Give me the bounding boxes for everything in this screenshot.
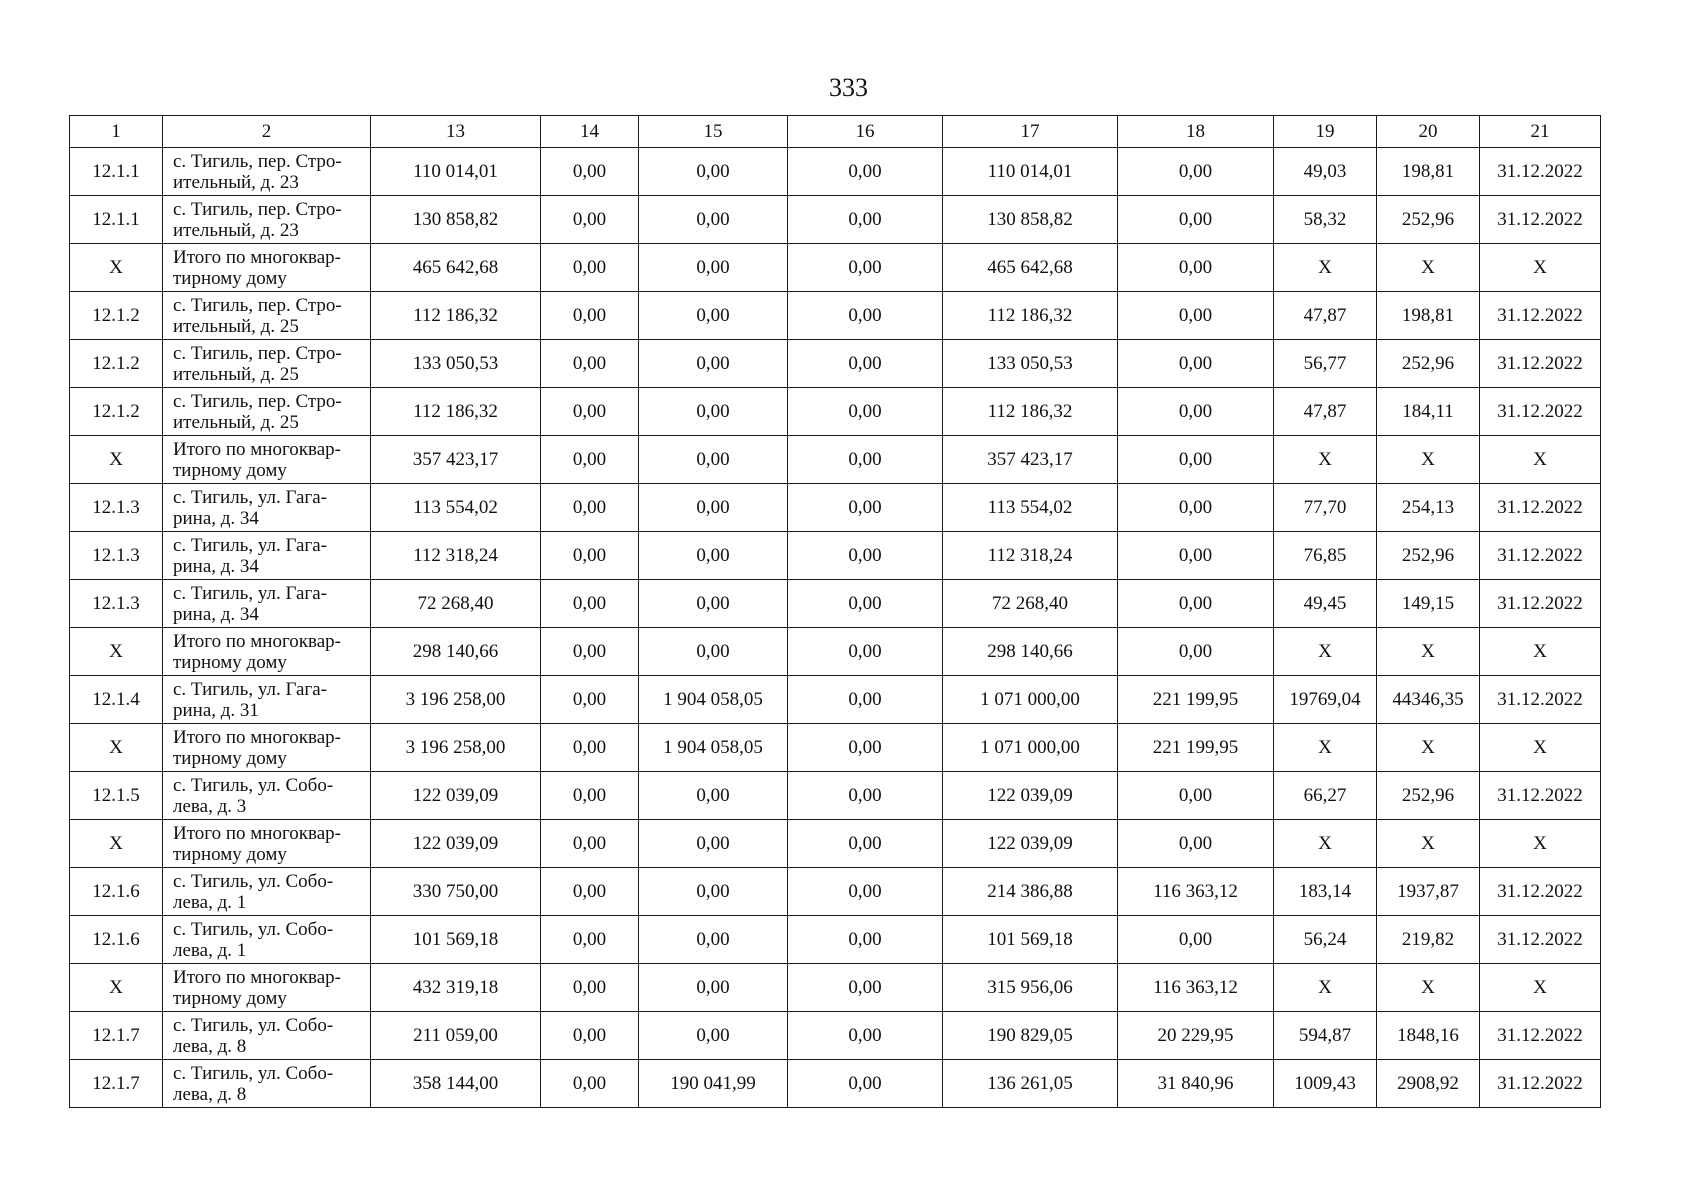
- col-13-cell: 133 050,53: [371, 340, 541, 388]
- col-16-cell: 0,00: [788, 916, 943, 964]
- address-line-1: с. Тигиль, пер. Стро-: [173, 150, 342, 172]
- column-header: 1: [70, 116, 163, 148]
- address-line-1: с. Тигиль, ул. Гага-: [173, 534, 327, 556]
- col-20-cell: 219,82: [1377, 916, 1480, 964]
- row-number-cell: 12.1.3: [70, 532, 163, 580]
- table-row: [70, 436, 1601, 484]
- col-13-cell: 211 059,00: [371, 1012, 541, 1060]
- col-21-cell: 31.12.2022: [1480, 580, 1601, 628]
- col-13-cell: 122 039,09: [371, 772, 541, 820]
- col-13-cell: 298 140,66: [371, 628, 541, 676]
- col-21-cell: 31.12.2022: [1480, 676, 1601, 724]
- col-19-cell: 594,87: [1274, 1012, 1377, 1060]
- col-21-cell: 31.12.2022: [1480, 1060, 1601, 1108]
- col-18-cell: 31 840,96: [1118, 1060, 1274, 1108]
- table-row: [70, 772, 1601, 820]
- col-17-cell: 1 071 000,00: [943, 724, 1118, 772]
- col-15-cell: 0,00: [639, 868, 788, 916]
- table-row: [70, 676, 1601, 724]
- address-line-1: с. Тигиль, ул. Собо-: [173, 774, 334, 796]
- col-20-cell: Х: [1377, 820, 1480, 868]
- col-17-cell: 190 829,05: [943, 1012, 1118, 1060]
- col-13-cell: 101 569,18: [371, 916, 541, 964]
- col-20-cell: 198,81: [1377, 292, 1480, 340]
- col-19-cell: Х: [1274, 964, 1377, 1012]
- col-20-cell: 252,96: [1377, 340, 1480, 388]
- table-row: [70, 484, 1601, 532]
- col-14-cell: 0,00: [541, 676, 639, 724]
- col-20-cell: Х: [1377, 244, 1480, 292]
- col-21-cell: 31.12.2022: [1480, 292, 1601, 340]
- col-19-cell: 66,27: [1274, 772, 1377, 820]
- col-21-cell: Х: [1480, 724, 1601, 772]
- address-line-2: тирному дому: [173, 651, 287, 673]
- row-number-cell: 12.1.4: [70, 676, 163, 724]
- col-13-cell: 112 186,32: [371, 388, 541, 436]
- col-18-cell: 0,00: [1118, 484, 1274, 532]
- col-20-cell: Х: [1377, 628, 1480, 676]
- row-number-cell: Х: [70, 964, 163, 1012]
- col-14-cell: 0,00: [541, 628, 639, 676]
- col-19-cell: 19769,04: [1274, 676, 1377, 724]
- address-cell: [163, 628, 371, 676]
- col-16-cell: 0,00: [788, 292, 943, 340]
- column-header: 21: [1480, 116, 1601, 148]
- row-number-cell: 12.1.2: [70, 292, 163, 340]
- row-number-cell: 12.1.6: [70, 916, 163, 964]
- column-header: 19: [1274, 116, 1377, 148]
- row-number-cell: 12.1.2: [70, 388, 163, 436]
- col-13-cell: 358 144,00: [371, 1060, 541, 1108]
- col-18-cell: 0,00: [1118, 436, 1274, 484]
- col-15-cell: 190 041,99: [639, 1060, 788, 1108]
- table-row: [70, 340, 1601, 388]
- col-15-cell: 0,00: [639, 340, 788, 388]
- col-16-cell: 0,00: [788, 388, 943, 436]
- column-header: 15: [639, 116, 788, 148]
- address-line-1: с. Тигиль, ул. Гага-: [173, 678, 327, 700]
- col-16-cell: 0,00: [788, 772, 943, 820]
- col-21-cell: 31.12.2022: [1480, 484, 1601, 532]
- table-row: [70, 724, 1601, 772]
- col-17-cell: 112 318,24: [943, 532, 1118, 580]
- address-line-2: ительный, д. 23: [173, 171, 299, 193]
- table-row: [70, 292, 1601, 340]
- col-16-cell: 0,00: [788, 820, 943, 868]
- col-14-cell: 0,00: [541, 868, 639, 916]
- col-15-cell: 0,00: [639, 436, 788, 484]
- row-number-cell: Х: [70, 724, 163, 772]
- row-number-cell: Х: [70, 820, 163, 868]
- col-21-cell: 31.12.2022: [1480, 340, 1601, 388]
- col-19-cell: Х: [1274, 628, 1377, 676]
- column-header: 14: [541, 116, 639, 148]
- col-20-cell: 1937,87: [1377, 868, 1480, 916]
- col-21-cell: Х: [1480, 628, 1601, 676]
- col-17-cell: 101 569,18: [943, 916, 1118, 964]
- col-15-cell: 0,00: [639, 532, 788, 580]
- table-header-row: [70, 116, 1601, 148]
- col-21-cell: 31.12.2022: [1480, 388, 1601, 436]
- address-line-1: с. Тигиль, ул. Собо-: [173, 1014, 334, 1036]
- col-18-cell: 116 363,12: [1118, 964, 1274, 1012]
- address-line-1: Итого по многоквар-: [173, 966, 341, 988]
- col-18-cell: 0,00: [1118, 388, 1274, 436]
- address-line-1: с. Тигиль, ул. Собо-: [173, 1062, 334, 1084]
- col-17-cell: 112 186,32: [943, 388, 1118, 436]
- address-line-1: с. Тигиль, ул. Гага-: [173, 486, 327, 508]
- col-18-cell: 221 199,95: [1118, 724, 1274, 772]
- col-17-cell: 122 039,09: [943, 820, 1118, 868]
- col-19-cell: 56,24: [1274, 916, 1377, 964]
- address-line-2: тирному дому: [173, 987, 287, 1009]
- address-cell: [163, 868, 371, 916]
- address-line-1: с. Тигиль, пер. Стро-: [173, 342, 342, 364]
- col-21-cell: 31.12.2022: [1480, 196, 1601, 244]
- column-header: 2: [163, 116, 371, 148]
- col-16-cell: 0,00: [788, 340, 943, 388]
- col-17-cell: 136 261,05: [943, 1060, 1118, 1108]
- row-number-cell: 12.1.3: [70, 484, 163, 532]
- col-19-cell: 49,03: [1274, 148, 1377, 196]
- row-number-cell: 12.1.1: [70, 196, 163, 244]
- col-19-cell: 1009,43: [1274, 1060, 1377, 1108]
- col-19-cell: 58,32: [1274, 196, 1377, 244]
- row-number-cell: Х: [70, 244, 163, 292]
- col-21-cell: Х: [1480, 244, 1601, 292]
- col-21-cell: 31.12.2022: [1480, 916, 1601, 964]
- table-row: [70, 868, 1601, 916]
- address-line-1: Итого по многоквар-: [173, 822, 341, 844]
- col-20-cell: 184,11: [1377, 388, 1480, 436]
- address-cell: [163, 1060, 371, 1108]
- col-14-cell: 0,00: [541, 772, 639, 820]
- col-17-cell: 465 642,68: [943, 244, 1118, 292]
- column-header: 13: [371, 116, 541, 148]
- col-21-cell: 31.12.2022: [1480, 1012, 1601, 1060]
- col-14-cell: 0,00: [541, 388, 639, 436]
- address-line-1: Итого по многоквар-: [173, 246, 341, 268]
- col-14-cell: 0,00: [541, 964, 639, 1012]
- col-18-cell: 0,00: [1118, 148, 1274, 196]
- col-16-cell: 0,00: [788, 148, 943, 196]
- address-cell: [163, 244, 371, 292]
- col-20-cell: 44346,35: [1377, 676, 1480, 724]
- col-16-cell: 0,00: [788, 436, 943, 484]
- col-15-cell: 0,00: [639, 820, 788, 868]
- address-cell: [163, 532, 371, 580]
- address-line-2: лева, д. 1: [173, 891, 247, 913]
- col-16-cell: 0,00: [788, 1060, 943, 1108]
- col-13-cell: 110 014,01: [371, 148, 541, 196]
- address-line-1: с. Тигиль, пер. Стро-: [173, 294, 342, 316]
- col-15-cell: 1 904 058,05: [639, 724, 788, 772]
- address-line-2: лева, д. 3: [173, 795, 247, 817]
- col-17-cell: 315 956,06: [943, 964, 1118, 1012]
- address-cell: [163, 436, 371, 484]
- col-14-cell: 0,00: [541, 340, 639, 388]
- col-18-cell: 0,00: [1118, 244, 1274, 292]
- col-17-cell: 1 071 000,00: [943, 676, 1118, 724]
- table-row: [70, 820, 1601, 868]
- address-cell: [163, 148, 371, 196]
- col-20-cell: 252,96: [1377, 196, 1480, 244]
- address-cell: [163, 916, 371, 964]
- col-18-cell: 0,00: [1118, 196, 1274, 244]
- col-18-cell: 0,00: [1118, 292, 1274, 340]
- col-16-cell: 0,00: [788, 244, 943, 292]
- col-18-cell: 0,00: [1118, 772, 1274, 820]
- table-row: [70, 1060, 1601, 1108]
- address-line-2: лева, д. 8: [173, 1035, 247, 1057]
- address-line-2: тирному дому: [173, 747, 287, 769]
- row-number-cell: 12.1.2: [70, 340, 163, 388]
- col-19-cell: 47,87: [1274, 292, 1377, 340]
- col-13-cell: 432 319,18: [371, 964, 541, 1012]
- col-13-cell: 330 750,00: [371, 868, 541, 916]
- address-line-1: с. Тигиль, ул. Гага-: [173, 582, 327, 604]
- address-cell: [163, 340, 371, 388]
- col-19-cell: 77,70: [1274, 484, 1377, 532]
- row-number-cell: 12.1.5: [70, 772, 163, 820]
- col-21-cell: 31.12.2022: [1480, 532, 1601, 580]
- col-19-cell: 56,77: [1274, 340, 1377, 388]
- col-16-cell: 0,00: [788, 868, 943, 916]
- col-19-cell: 47,87: [1274, 388, 1377, 436]
- row-number-cell: 12.1.3: [70, 580, 163, 628]
- col-13-cell: 72 268,40: [371, 580, 541, 628]
- table-row: [70, 628, 1601, 676]
- col-15-cell: 0,00: [639, 292, 788, 340]
- col-21-cell: Х: [1480, 820, 1601, 868]
- address-line-2: лева, д. 8: [173, 1083, 247, 1105]
- col-14-cell: 0,00: [541, 436, 639, 484]
- col-14-cell: 0,00: [541, 484, 639, 532]
- address-cell: [163, 196, 371, 244]
- col-14-cell: 0,00: [541, 1012, 639, 1060]
- col-15-cell: 0,00: [639, 628, 788, 676]
- col-14-cell: 0,00: [541, 148, 639, 196]
- column-header: 20: [1377, 116, 1480, 148]
- col-19-cell: Х: [1274, 724, 1377, 772]
- page-number: 333: [829, 73, 868, 102]
- col-21-cell: Х: [1480, 436, 1601, 484]
- table-row: [70, 580, 1601, 628]
- col-14-cell: 0,00: [541, 244, 639, 292]
- col-16-cell: 0,00: [788, 676, 943, 724]
- col-13-cell: 357 423,17: [371, 436, 541, 484]
- col-15-cell: 0,00: [639, 1012, 788, 1060]
- col-13-cell: 3 196 258,00: [371, 724, 541, 772]
- col-13-cell: 3 196 258,00: [371, 676, 541, 724]
- data-table: [69, 115, 1601, 1108]
- col-15-cell: 0,00: [639, 580, 788, 628]
- col-18-cell: 221 199,95: [1118, 676, 1274, 724]
- col-16-cell: 0,00: [788, 724, 943, 772]
- address-line-2: рина, д. 34: [173, 507, 259, 529]
- col-18-cell: 116 363,12: [1118, 868, 1274, 916]
- col-13-cell: 112 318,24: [371, 532, 541, 580]
- col-18-cell: 0,00: [1118, 580, 1274, 628]
- col-20-cell: 149,15: [1377, 580, 1480, 628]
- col-13-cell: 113 554,02: [371, 484, 541, 532]
- address-line-1: с. Тигиль, ул. Собо-: [173, 870, 334, 892]
- col-13-cell: 122 039,09: [371, 820, 541, 868]
- address-cell: [163, 1012, 371, 1060]
- col-15-cell: 0,00: [639, 196, 788, 244]
- address-line-2: ительный, д. 25: [173, 363, 299, 385]
- col-20-cell: 2908,92: [1377, 1060, 1480, 1108]
- col-16-cell: 0,00: [788, 580, 943, 628]
- col-17-cell: 214 386,88: [943, 868, 1118, 916]
- col-14-cell: 0,00: [541, 1060, 639, 1108]
- col-14-cell: 0,00: [541, 820, 639, 868]
- address-cell: [163, 292, 371, 340]
- col-15-cell: 1 904 058,05: [639, 676, 788, 724]
- row-number-cell: Х: [70, 628, 163, 676]
- address-line-1: Итого по многоквар-: [173, 630, 341, 652]
- col-15-cell: 0,00: [639, 244, 788, 292]
- col-15-cell: 0,00: [639, 148, 788, 196]
- col-18-cell: 0,00: [1118, 820, 1274, 868]
- col-20-cell: 254,13: [1377, 484, 1480, 532]
- address-line-2: ительный, д. 25: [173, 411, 299, 433]
- address-cell: [163, 964, 371, 1012]
- address-cell: [163, 580, 371, 628]
- address-line-2: рина, д. 34: [173, 603, 259, 625]
- row-number-cell: 12.1.6: [70, 868, 163, 916]
- column-header: 17: [943, 116, 1118, 148]
- col-18-cell: 0,00: [1118, 340, 1274, 388]
- address-cell: [163, 484, 371, 532]
- col-19-cell: 183,14: [1274, 868, 1377, 916]
- col-15-cell: 0,00: [639, 772, 788, 820]
- address-line-1: с. Тигиль, ул. Собо-: [173, 918, 334, 940]
- col-16-cell: 0,00: [788, 196, 943, 244]
- col-19-cell: Х: [1274, 244, 1377, 292]
- col-21-cell: 31.12.2022: [1480, 868, 1601, 916]
- col-16-cell: 0,00: [788, 1012, 943, 1060]
- address-line-2: тирному дому: [173, 459, 287, 481]
- col-17-cell: 110 014,01: [943, 148, 1118, 196]
- table-row: [70, 244, 1601, 292]
- col-20-cell: 252,96: [1377, 532, 1480, 580]
- col-20-cell: 198,81: [1377, 148, 1480, 196]
- address-line-1: с. Тигиль, пер. Стро-: [173, 390, 342, 412]
- col-18-cell: 0,00: [1118, 628, 1274, 676]
- row-number-cell: Х: [70, 436, 163, 484]
- address-line-2: ительный, д. 23: [173, 219, 299, 241]
- col-16-cell: 0,00: [788, 532, 943, 580]
- col-14-cell: 0,00: [541, 292, 639, 340]
- col-20-cell: Х: [1377, 964, 1480, 1012]
- col-19-cell: 49,45: [1274, 580, 1377, 628]
- col-16-cell: 0,00: [788, 484, 943, 532]
- col-15-cell: 0,00: [639, 484, 788, 532]
- col-14-cell: 0,00: [541, 724, 639, 772]
- col-17-cell: 298 140,66: [943, 628, 1118, 676]
- table-row: [70, 1012, 1601, 1060]
- address-line-2: рина, д. 31: [173, 699, 259, 721]
- address-line-2: тирному дому: [173, 267, 287, 289]
- address-line-1: Итого по многоквар-: [173, 438, 341, 460]
- row-number-cell: 12.1.1: [70, 148, 163, 196]
- col-21-cell: 31.12.2022: [1480, 772, 1601, 820]
- table-row: [70, 916, 1601, 964]
- address-cell: [163, 772, 371, 820]
- col-14-cell: 0,00: [541, 532, 639, 580]
- col-17-cell: 72 268,40: [943, 580, 1118, 628]
- col-13-cell: 465 642,68: [371, 244, 541, 292]
- col-15-cell: 0,00: [639, 388, 788, 436]
- col-16-cell: 0,00: [788, 628, 943, 676]
- address-cell: [163, 724, 371, 772]
- col-14-cell: 0,00: [541, 196, 639, 244]
- table-row: [70, 964, 1601, 1012]
- address-cell: [163, 820, 371, 868]
- address-line-1: Итого по многоквар-: [173, 726, 341, 748]
- col-20-cell: Х: [1377, 724, 1480, 772]
- table-row: [70, 532, 1601, 580]
- col-20-cell: Х: [1377, 436, 1480, 484]
- col-19-cell: Х: [1274, 436, 1377, 484]
- col-17-cell: 122 039,09: [943, 772, 1118, 820]
- address-line-1: с. Тигиль, пер. Стро-: [173, 198, 342, 220]
- col-14-cell: 0,00: [541, 916, 639, 964]
- col-17-cell: 357 423,17: [943, 436, 1118, 484]
- col-13-cell: 130 858,82: [371, 196, 541, 244]
- col-13-cell: 112 186,32: [371, 292, 541, 340]
- col-17-cell: 130 858,82: [943, 196, 1118, 244]
- table-row: [70, 196, 1601, 244]
- column-header: 18: [1118, 116, 1274, 148]
- col-17-cell: 113 554,02: [943, 484, 1118, 532]
- address-line-2: лева, д. 1: [173, 939, 247, 961]
- col-17-cell: 133 050,53: [943, 340, 1118, 388]
- address-line-2: рина, д. 34: [173, 555, 259, 577]
- col-19-cell: Х: [1274, 820, 1377, 868]
- col-17-cell: 112 186,32: [943, 292, 1118, 340]
- address-cell: [163, 676, 371, 724]
- col-14-cell: 0,00: [541, 580, 639, 628]
- col-18-cell: 0,00: [1118, 916, 1274, 964]
- row-number-cell: 12.1.7: [70, 1012, 163, 1060]
- col-18-cell: 0,00: [1118, 532, 1274, 580]
- col-18-cell: 20 229,95: [1118, 1012, 1274, 1060]
- table-row: [70, 148, 1601, 196]
- row-number-cell: 12.1.7: [70, 1060, 163, 1108]
- col-21-cell: 31.12.2022: [1480, 148, 1601, 196]
- col-21-cell: Х: [1480, 964, 1601, 1012]
- col-20-cell: 252,96: [1377, 772, 1480, 820]
- col-15-cell: 0,00: [639, 964, 788, 1012]
- col-20-cell: 1848,16: [1377, 1012, 1480, 1060]
- address-cell: [163, 388, 371, 436]
- column-header: 16: [788, 116, 943, 148]
- address-line-2: тирному дому: [173, 843, 287, 865]
- table-row: [70, 388, 1601, 436]
- col-15-cell: 0,00: [639, 916, 788, 964]
- address-line-2: ительный, д. 25: [173, 315, 299, 337]
- col-16-cell: 0,00: [788, 964, 943, 1012]
- col-19-cell: 76,85: [1274, 532, 1377, 580]
